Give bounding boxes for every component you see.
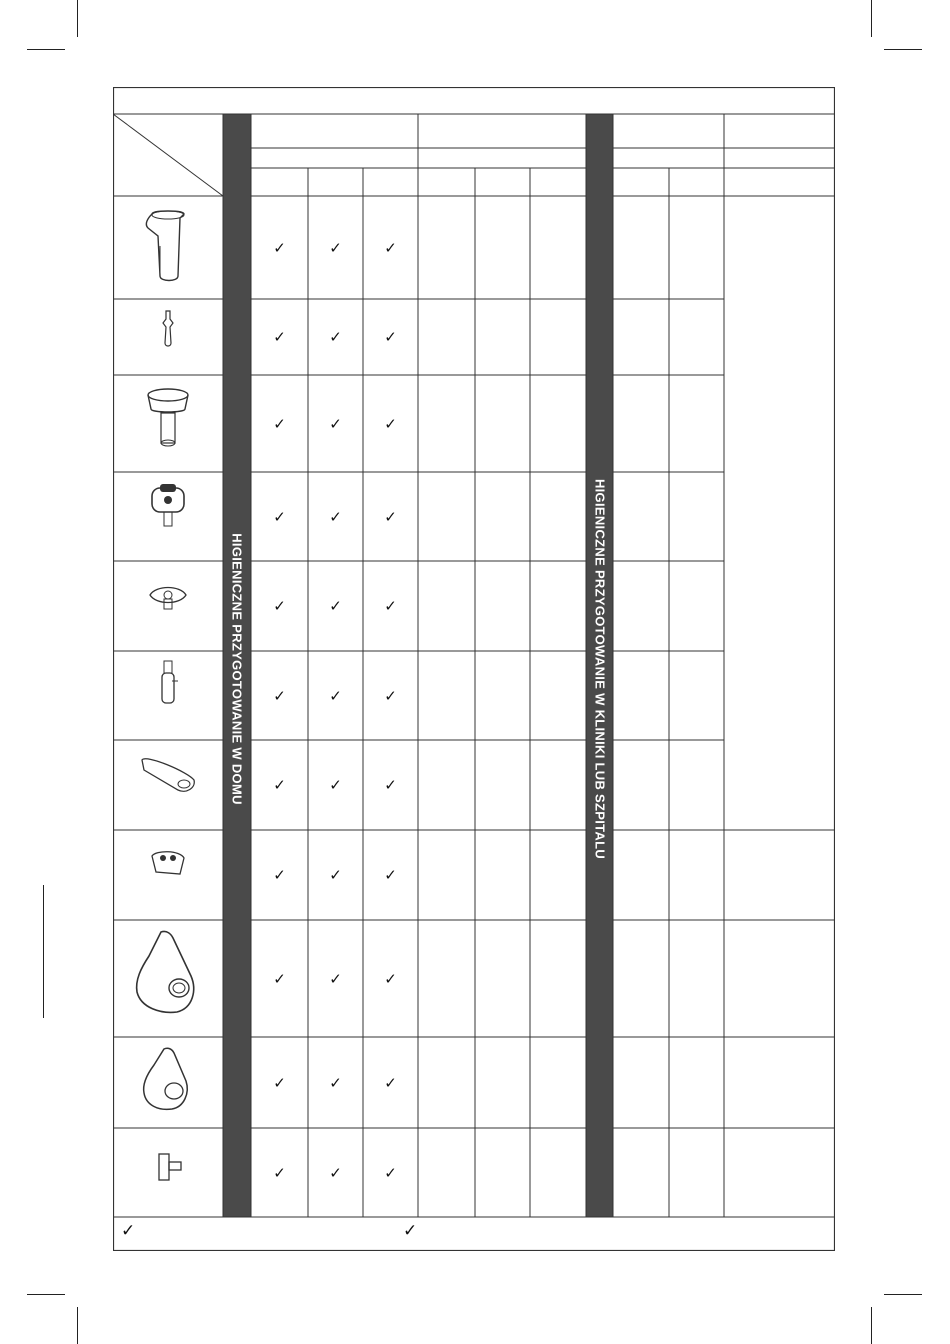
check-mark: ✓ [273,1073,286,1092]
check-mark: ✓ [329,597,342,615]
check-mark: ✓ [384,776,397,794]
legend-check-right: ✓ [403,1221,418,1241]
check-mark: ✓ [273,969,286,988]
check-mark: ✓ [329,1073,342,1092]
crop-mark-top-right-v [871,0,872,37]
check-mark: ✓ [273,866,286,884]
crop-mark-bottom-left-h [27,1294,65,1295]
clinic-band-label: HIGIENICZNE PRZYGOTOWANIE W KLINIKI LUB SZPITALU [592,478,607,860]
check-mark: ✓ [273,507,286,526]
check-mark: ✓ [384,686,397,705]
crop-mark-bottom-right-h [884,1294,922,1295]
check-mark: ✓ [329,328,342,346]
check-mark: ✓ [329,776,342,794]
check-mark: ✓ [329,1163,342,1182]
check-mark: ✓ [384,328,397,346]
cleaning-table [113,87,835,1251]
check-mark: ✓ [329,238,342,257]
crop-mark-top-left-v [77,0,78,37]
nebulizer-head-icon [146,480,190,539]
outer-border [114,88,835,1251]
check-mark: ✓ [384,866,397,884]
home-band-label: HIGIENICZNE PRZYGOTOWANIE W DOMU [229,533,245,805]
crop-mark-bottom-left-v [77,1307,78,1344]
check-mark: ✓ [329,414,342,433]
crop-mark-bottom-right-v [871,1307,872,1344]
check-mark: ✓ [329,969,342,988]
valve-cap-icon [146,581,190,620]
nebulizer-cup-icon [138,206,198,291]
check-mark: ✓ [384,507,397,526]
check-mark: ✓ [273,414,286,433]
check-mark: ✓ [273,776,286,794]
check-mark: ✓ [384,414,397,433]
check-mark: ✓ [329,866,342,884]
check-mark: ✓ [273,597,286,615]
check-mark: ✓ [384,238,397,257]
crop-mark-top-left-h [27,49,65,50]
check-mark: ✓ [273,238,286,257]
check-mark: ✓ [273,1163,286,1182]
check-mark: ✓ [273,686,286,705]
mouthpiece-icon [138,752,198,801]
table-grid [113,87,835,1251]
check-mark: ✓ [384,969,397,988]
crop-mark-top-right-h [884,49,922,50]
check-mark: ✓ [384,597,397,615]
check-mark: ✓ [329,507,342,526]
mouthpiece-connector-icon [156,659,180,714]
header-diagonal [113,114,223,196]
legend-check-left: ✓ [121,1221,136,1241]
check-mark: ✓ [329,686,342,705]
nebulizer-top-icon [143,385,193,460]
child-mask-icon [138,1045,198,1120]
t-connector-icon [151,1150,185,1189]
check-mark: ✓ [273,328,286,346]
nose-piece-icon [146,846,190,885]
page-margin-mark [43,885,44,1018]
check-mark: ✓ [384,1163,397,1182]
inhalation-tip-icon [158,309,178,354]
check-mark: ✓ [384,1073,397,1092]
adult-mask-icon [131,928,205,1023]
